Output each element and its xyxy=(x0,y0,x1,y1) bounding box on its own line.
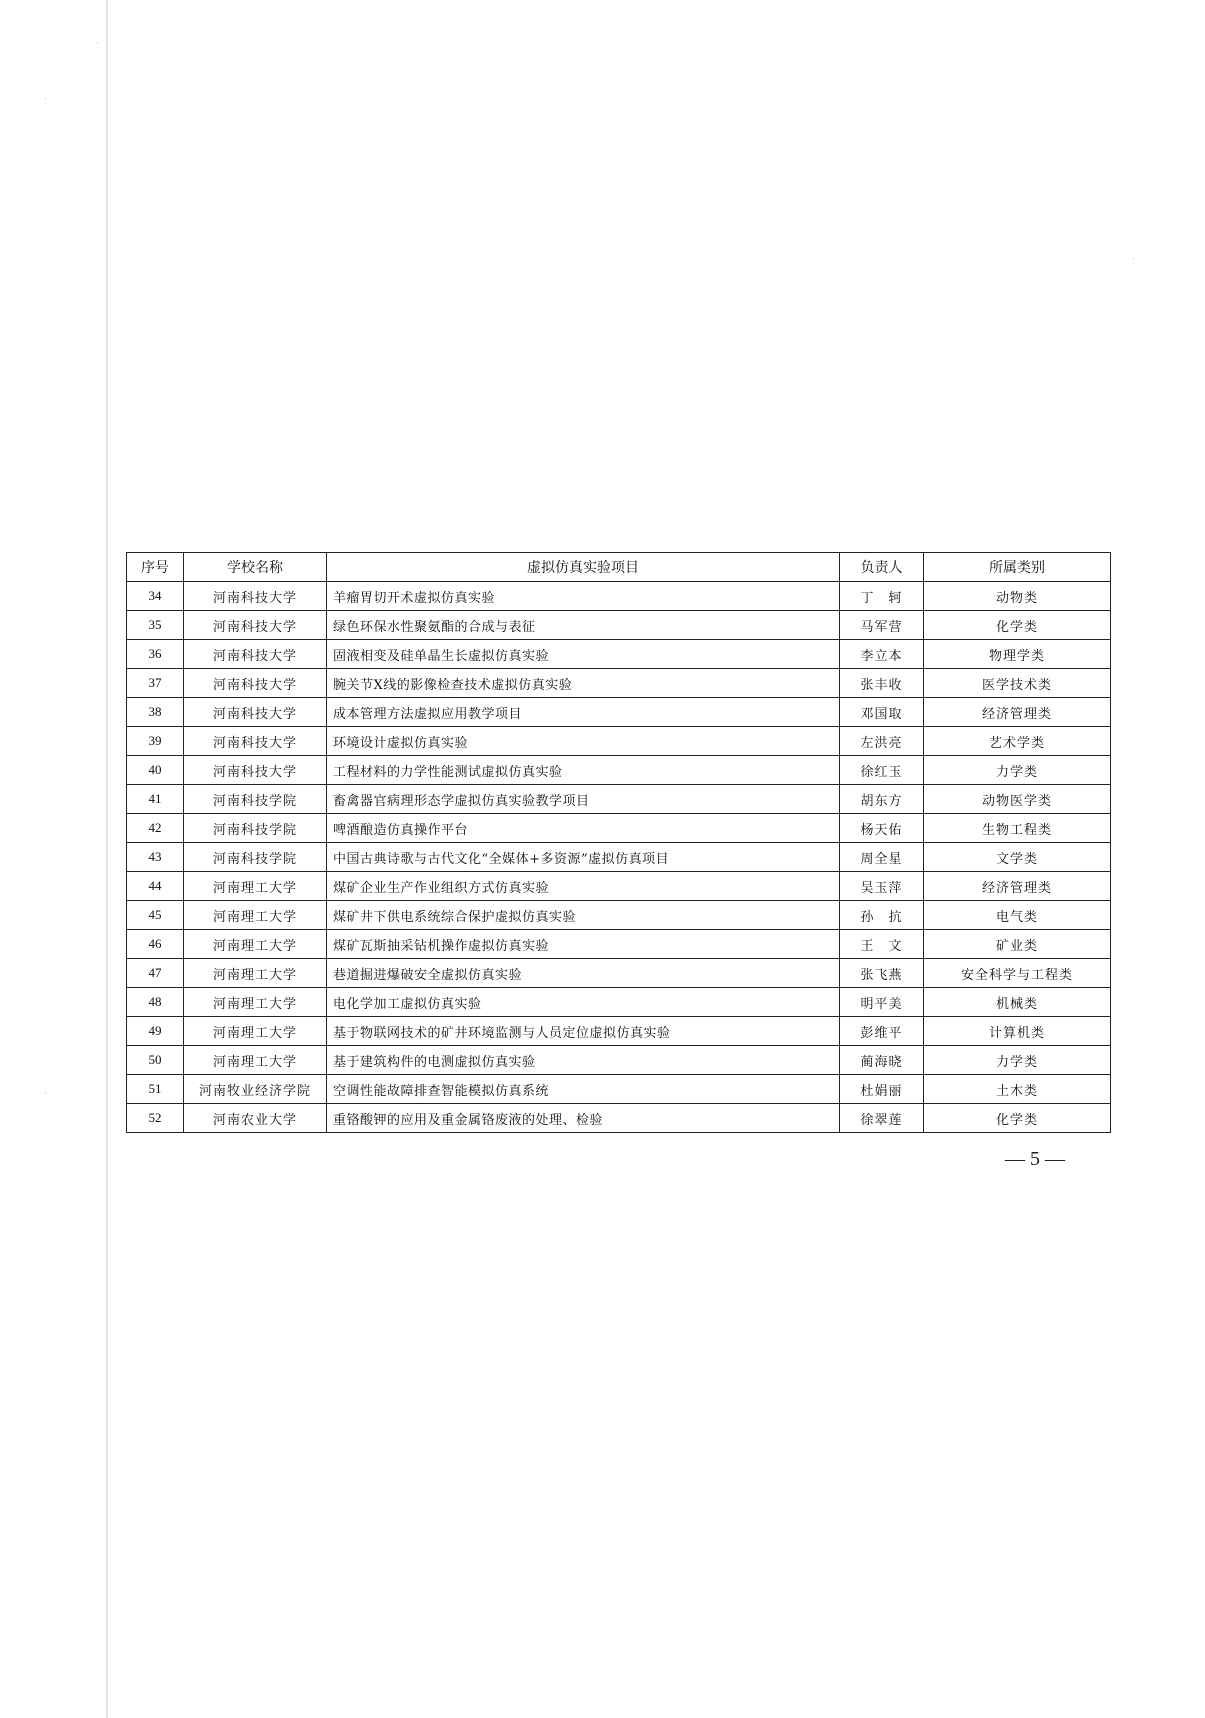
scan-speck: · xyxy=(96,39,99,49)
cell-school: 河南牧业经济学院 xyxy=(184,1075,327,1104)
cell-category: 化学类 xyxy=(924,611,1111,640)
cell-category: 物理学类 xyxy=(924,640,1111,669)
cell-project: 工程材料的力学性能测试虚拟仿真实验 xyxy=(327,756,840,785)
cell-owner: 杜娟丽 xyxy=(840,1075,924,1104)
cell-category: 动物类 xyxy=(924,582,1111,611)
cell-school: 河南理工大学 xyxy=(184,988,327,1017)
cell-school: 河南科技大学 xyxy=(184,698,327,727)
project-table xyxy=(126,552,1111,1133)
table-row xyxy=(127,814,1111,843)
cell-owner: 徐红玉 xyxy=(840,756,924,785)
cell-project: 中国古典诗歌与古代文化“全媒体+多资源”虚拟仿真项目 xyxy=(327,843,840,872)
cell-no: 47 xyxy=(127,959,184,988)
cell-no: 44 xyxy=(127,872,184,901)
cell-owner: 吴玉萍 xyxy=(840,872,924,901)
cell-school: 河南理工大学 xyxy=(184,1017,327,1046)
cell-no: 34 xyxy=(127,582,184,611)
table-body xyxy=(127,582,1111,1133)
cell-owner: 邓国取 xyxy=(840,698,924,727)
cell-category: 计算机类 xyxy=(924,1017,1111,1046)
cell-school: 河南理工大学 xyxy=(184,930,327,959)
table-row xyxy=(127,872,1111,901)
cell-project: 巷道掘进爆破安全虚拟仿真实验 xyxy=(327,959,840,988)
cell-category: 力学类 xyxy=(924,756,1111,785)
table-row xyxy=(127,669,1111,698)
cell-no: 48 xyxy=(127,988,184,1017)
cell-school: 河南科技学院 xyxy=(184,843,327,872)
scan-speck: · xyxy=(44,1089,47,1099)
cell-category: 化学类 xyxy=(924,1104,1111,1133)
table-row xyxy=(127,1075,1111,1104)
cell-owner: 胡东方 xyxy=(840,785,924,814)
cell-school: 河南理工大学 xyxy=(184,959,327,988)
cell-owner: 周全星 xyxy=(840,843,924,872)
page-number: — 5 — xyxy=(1005,1148,1065,1170)
cell-project: 基于物联网技术的矿井环境监测与人员定位虚拟仿真实验 xyxy=(327,1017,840,1046)
cell-no: 45 xyxy=(127,901,184,930)
cell-school: 河南科技大学 xyxy=(184,727,327,756)
cell-no: 51 xyxy=(127,1075,184,1104)
cell-owner: 丁 轲 xyxy=(840,582,924,611)
cell-no: 52 xyxy=(127,1104,184,1133)
cell-owner: 徐翠莲 xyxy=(840,1104,924,1133)
cell-no: 43 xyxy=(127,843,184,872)
cell-project: 空调性能故障排查智能模拟仿真系统 xyxy=(327,1075,840,1104)
table-row xyxy=(127,785,1111,814)
cell-owner: 明平美 xyxy=(840,988,924,1017)
cell-school: 河南科技大学 xyxy=(184,669,327,698)
cell-owner: 彭维平 xyxy=(840,1017,924,1046)
table-row xyxy=(127,1017,1111,1046)
cell-category: 文学类 xyxy=(924,843,1111,872)
cell-project: 煤矿瓦斯抽采钻机操作虚拟仿真实验 xyxy=(327,930,840,959)
cell-school: 河南科技学院 xyxy=(184,785,327,814)
table-row xyxy=(127,988,1111,1017)
cell-owner: 张丰收 xyxy=(840,669,924,698)
cell-owner: 张飞燕 xyxy=(840,959,924,988)
cell-no: 37 xyxy=(127,669,184,698)
cell-no: 46 xyxy=(127,930,184,959)
cell-category: 电气类 xyxy=(924,901,1111,930)
table-header-row xyxy=(127,553,1111,582)
cell-school: 河南科技学院 xyxy=(184,814,327,843)
cell-category: 医学技术类 xyxy=(924,669,1111,698)
cell-category: 安全科学与工程类 xyxy=(924,959,1111,988)
header-category: 所属类别 xyxy=(924,553,1111,582)
cell-category: 力学类 xyxy=(924,1046,1111,1075)
cell-category: 机械类 xyxy=(924,988,1111,1017)
cell-project: 畜禽器官病理形态学虚拟仿真实验教学项目 xyxy=(327,785,840,814)
cell-owner: 蔺海晓 xyxy=(840,1046,924,1075)
cell-no: 40 xyxy=(127,756,184,785)
table-row xyxy=(127,930,1111,959)
header-school: 学校名称 xyxy=(184,553,327,582)
cell-project: 啤酒酿造仿真操作平台 xyxy=(327,814,840,843)
cell-no: 38 xyxy=(127,698,184,727)
cell-project: 基于建筑构件的电测虚拟仿真实验 xyxy=(327,1046,840,1075)
table-row xyxy=(127,756,1111,785)
table-row xyxy=(127,959,1111,988)
cell-owner: 杨天佑 xyxy=(840,814,924,843)
table-row xyxy=(127,901,1111,930)
table-row xyxy=(127,611,1111,640)
cell-school: 河南理工大学 xyxy=(184,901,327,930)
table-row xyxy=(127,1104,1111,1133)
cell-category: 生物工程类 xyxy=(924,814,1111,843)
cell-project: 电化学加工虚拟仿真实验 xyxy=(327,988,840,1017)
scan-binding-line xyxy=(106,0,108,1718)
cell-project: 腕关节X线的影像检查技术虚拟仿真实验 xyxy=(327,669,840,698)
cell-owner: 马军营 xyxy=(840,611,924,640)
header-project: 虚拟仿真实验项目 xyxy=(327,553,840,582)
cell-category: 经济管理类 xyxy=(924,872,1111,901)
cell-project: 成本管理方法虚拟应用教学项目 xyxy=(327,698,840,727)
cell-project: 重铬酸钾的应用及重金属铬废液的处理、检验 xyxy=(327,1104,840,1133)
cell-project: 羊瘤胃切开术虚拟仿真实验 xyxy=(327,582,840,611)
table-row xyxy=(127,843,1111,872)
cell-category: 矿业类 xyxy=(924,930,1111,959)
header-owner: 负责人 xyxy=(840,553,924,582)
table-row xyxy=(127,640,1111,669)
cell-no: 49 xyxy=(127,1017,184,1046)
cell-school: 河南理工大学 xyxy=(184,1046,327,1075)
cell-project: 绿色环保水性聚氨酯的合成与表征 xyxy=(327,611,840,640)
cell-owner: 孙 抗 xyxy=(840,901,924,930)
cell-owner: 左洪亮 xyxy=(840,727,924,756)
cell-school: 河南科技大学 xyxy=(184,756,327,785)
table-row xyxy=(127,582,1111,611)
cell-no: 50 xyxy=(127,1046,184,1075)
cell-no: 41 xyxy=(127,785,184,814)
table-row xyxy=(127,1046,1111,1075)
cell-project: 环境设计虚拟仿真实验 xyxy=(327,727,840,756)
scan-speck: · xyxy=(44,95,47,105)
cell-no: 36 xyxy=(127,640,184,669)
cell-no: 35 xyxy=(127,611,184,640)
cell-no: 39 xyxy=(127,727,184,756)
cell-project: 固液相变及硅单晶生长虚拟仿真实验 xyxy=(327,640,840,669)
scan-speck: · xyxy=(1132,255,1135,265)
cell-school: 河南科技大学 xyxy=(184,640,327,669)
cell-project: 煤矿企业生产作业组织方式仿真实验 xyxy=(327,872,840,901)
cell-school: 河南科技大学 xyxy=(184,611,327,640)
cell-project: 煤矿井下供电系统综合保护虚拟仿真实验 xyxy=(327,901,840,930)
cell-category: 动物医学类 xyxy=(924,785,1111,814)
cell-category: 艺术学类 xyxy=(924,727,1111,756)
cell-category: 经济管理类 xyxy=(924,698,1111,727)
table-row xyxy=(127,727,1111,756)
cell-category: 土木类 xyxy=(924,1075,1111,1104)
header-no: 序号 xyxy=(127,553,184,582)
cell-school: 河南理工大学 xyxy=(184,872,327,901)
cell-school: 河南农业大学 xyxy=(184,1104,327,1133)
cell-school: 河南科技大学 xyxy=(184,582,327,611)
cell-owner: 李立本 xyxy=(840,640,924,669)
cell-owner: 王 文 xyxy=(840,930,924,959)
table-row xyxy=(127,698,1111,727)
cell-no: 42 xyxy=(127,814,184,843)
